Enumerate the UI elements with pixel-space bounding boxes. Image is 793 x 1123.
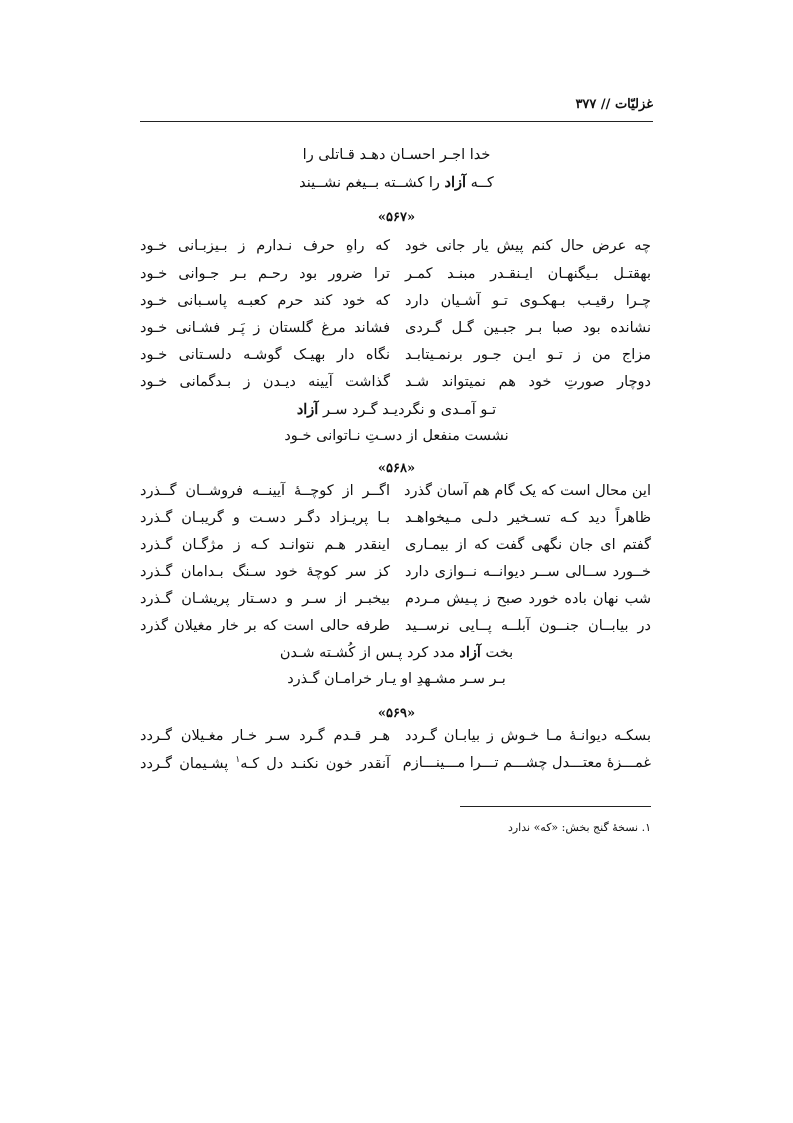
couplet [0, 293, 793, 317]
hemistich-second: که راهِ حرف نـدارم ز بـیزبـانی خـود [140, 238, 390, 254]
hemistich-second: فشاند مرغ گلستان ز پَـر فشـانی خـود [140, 320, 390, 336]
footnote-divider [460, 806, 651, 807]
hemistich-first: مزاج من ز تـو ایـن جـور برنمـیتابـد [405, 347, 651, 363]
ghazal-number: «۵۶۷» [377, 210, 416, 225]
intro-line-2: کــه آزاد را کشــته بــیغم نشــیند [299, 174, 494, 191]
hemistich-second: آنقدر خون نکنـد دل کـه$^۱$ پشـیمان گـردد [140, 755, 391, 772]
hemistich-second: بـا پریـزاد دگـر دسـت و گریبـان گـذرد [140, 510, 390, 526]
couplet [0, 728, 793, 752]
hemistich-second: نگاه دار بهیـک گوشـه دلسـتانی خـود [140, 347, 390, 363]
pen-name: آزاد [444, 174, 467, 191]
hemistich-second: گذاشت آیینه دیـدن ز بـدگمانی خـود [140, 374, 390, 390]
couplet [0, 374, 793, 398]
header-divider [140, 121, 653, 122]
intro-line-1: خدا اجـر احسـان دهـد قـاتلی را [302, 147, 491, 163]
hemistich-second: کز سر کوچهٔ خود سـنگ بـدامان گـذرد [140, 564, 390, 580]
hemistich-second: ترا ضرور بود رحـم بـر جـوانی خـود [140, 266, 390, 282]
hemistich-first: شب نهان باده خورد صبح ز پـیش مـردم [405, 591, 651, 607]
closing-line-1: تـو آمـدی و نگردیـد گـرد سـر آزاد [296, 401, 497, 418]
hemistich-first: نشانده بود صبا بـر جبـین گـل گـردی [405, 320, 651, 336]
couplet [0, 483, 793, 507]
couplet [0, 755, 793, 779]
ghazal-number: «۵۶۸» [377, 461, 416, 476]
couplet [0, 564, 793, 588]
hemistich-second: اینقدر هـم نتوانـد کـه ز مژگـان گـذرد [140, 537, 390, 553]
couplet [0, 266, 793, 290]
hemistich-first: بسکـه دیوانـهٔ مـا خـوش ز بیابـان گـردد [405, 728, 651, 744]
hemistich-first: در بیابــان جنــون آبلــه پــایی نرســید [405, 618, 651, 634]
hemistich-second: هـر قـدم گـرد سـر خـار مغـیلان گـردد [140, 728, 390, 744]
hemistich-second: اگــر از کوچــهٔ آیینــه فروشــان گــذرد [140, 483, 390, 499]
couplet [0, 618, 793, 642]
footnote-marker: ۱ [235, 755, 241, 765]
hemistich-first: گفتم ای جان نگهی گفت که از بیمـاری [405, 537, 651, 553]
pen-name: آزاد [296, 401, 319, 418]
hemistich-second: طرفه حالی است که بر خار مغیلان گذرد [140, 618, 390, 634]
couplet [0, 347, 793, 371]
hemistich-second: که خود کند حرم کعبـه پاسـبانی خـود [140, 293, 390, 309]
hemistich-second: بیخبـر از سـر و دسـتار پریشـان گـذرد [140, 591, 390, 607]
couplet [0, 591, 793, 615]
couplet [0, 537, 793, 561]
closing-line-2: نشست منفعل از دسـتِ نـاتوانی خـود [284, 428, 509, 444]
ghazal-number: «۵۶۹» [377, 706, 416, 721]
couplet [0, 320, 793, 344]
footnote: ۱. نسخهٔ گنج بخش: «که» ندارد [507, 821, 651, 834]
hemistich-first: غمـــزهٔ معتـــدل چشـــم تـــرا مـــینـــازم [402, 755, 651, 771]
couplet [0, 510, 793, 534]
closing-line-2: بـر سـر مشـهدِ او یـار خرامـان گـذرد [287, 671, 506, 687]
hemistich-first: خــورد ســالی ســر دیوانــه نــوازی دارد [405, 564, 651, 580]
hemistich-first: ظاهراً دید کـه تسـخیر دلـی مـیخواهـد [405, 510, 651, 526]
pen-name: آزاد [459, 644, 481, 661]
hemistich-first: این محال است که یک گام هم آسان گذرد [404, 483, 651, 499]
hemistich-first: دوچار صورتِ خود هم نمیتواند شـد [405, 374, 651, 390]
hemistich-first: چه عرض حال کنم پیش یار جانی خود [405, 238, 651, 254]
closing-line-1: بخت آزاد مدد کرد پـس از کُشـته شـدن [279, 644, 514, 661]
couplet [0, 238, 793, 262]
page-header: غزلیّات // ۳۷۷ [575, 97, 653, 112]
hemistich-first: بهقتـل بـیگنهـان ایـنقـدر مبنـد کمـر [405, 266, 651, 282]
hemistich-first: چـرا رقیـب بـهکـوی تـو آشـیان دارد [405, 293, 651, 309]
